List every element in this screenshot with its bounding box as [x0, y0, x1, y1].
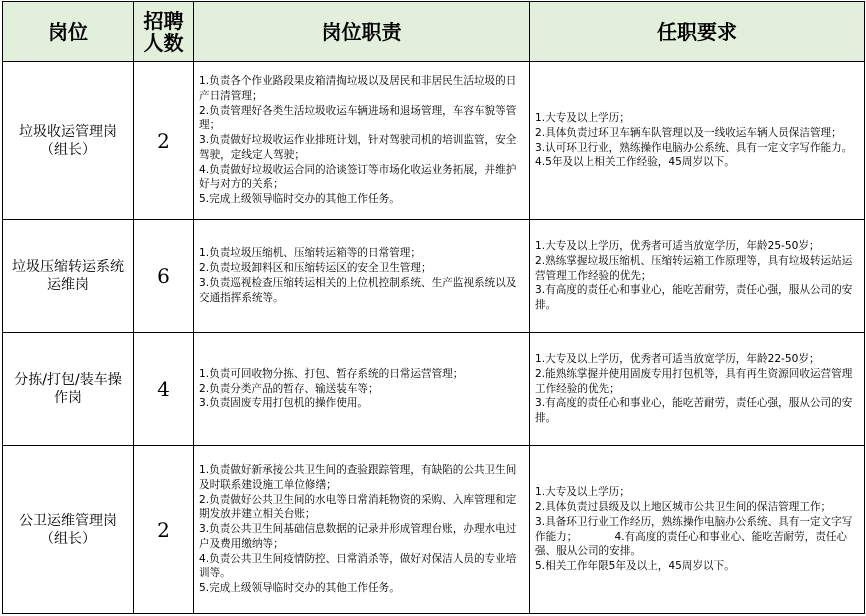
duty-item: 3.负责固废专用打包机的操作使用。	[199, 397, 369, 410]
position-cell: 分拣/打包/装车操 作岗	[3, 333, 134, 446]
requirement-item: 2.能熟练掌握并使用固废专用打包机等，具有再生资源回收运营管理工作经验的优先；	[535, 367, 853, 395]
duties-cell	[194, 333, 530, 446]
headcount-cell: 2	[134, 446, 194, 614]
duties-cell	[194, 446, 530, 614]
duty-item: 2.负责分类产品的暂存、输送装车等；	[199, 382, 379, 395]
requirement-item: 3.有高度的责任心和事业心，能吃苦耐劳，责任心强，服从公司的安排。	[535, 397, 853, 425]
requirement-item: 2.具体负责过环卫车辆车队管理以及一线收运车辆人员保洁管理；	[535, 126, 842, 139]
duty-item: 4.负责公共卫生间疫情防控、日常消杀等，做好对保洁人员的专业培训等。	[199, 552, 517, 580]
requirement-item: 2.具体负责过县级及以上地区城市公共卫生间的保洁管理工作；	[535, 500, 832, 513]
duty-item: 3.负责做好垃圾收运作业排班计划，针对驾驶司机的培训监管，安全驾驶，定线定人驾驶；	[199, 134, 517, 161]
duty-item: 1.负责各个作业路段果皮箱清掏垃圾以及居民和非居民生活垃圾的日产日清管理；	[199, 74, 517, 102]
duty-item: 3.负责巡视检查压缩转运相关的上位机控制系统、生产监视系统以及交通指挥系统等。	[199, 277, 517, 304]
recruitment-table	[2, 1, 865, 614]
requirement-item: 3.具备环卫行业工作经历，熟练操作电脑办公系统、具有一定文字写作能力； 4.有高度的责任心和事业心、能吃苦耐劳，责任心强、服从公司的安排。	[535, 515, 853, 558]
requirement-item: 5.相关工作年限5年及以上，45周岁以下。	[535, 560, 735, 573]
duty-item: 5.完成上级领导临时交办的其他工作任务。	[199, 193, 400, 206]
duty-item: 2.负责做好公共卫生间的水电等日常消耗物资的采购、入库管理和定期发放并建立相关台账；	[199, 493, 517, 521]
position-cell: 垃圾收运管理岗 （组长）	[3, 62, 134, 220]
requirements-cell	[530, 333, 865, 446]
headcount-cell: 6	[134, 220, 194, 333]
duties-cell	[194, 62, 530, 220]
table-row	[3, 220, 865, 333]
requirement-item: 3.认可环卫行业，熟练操作电脑办公系统、具有一定文字写作能力。	[535, 141, 853, 154]
duties-cell	[194, 220, 530, 333]
requirement-item: 1.大专及以上学历；	[535, 111, 630, 124]
duty-item: 1.负责可回收物分拣、打包、暂存系统的日常运营管理；	[199, 367, 464, 380]
table-row	[3, 333, 865, 446]
position-cell: 垃圾压缩转运系统 运维岗	[3, 220, 134, 333]
header-requirements: 任职要求	[530, 2, 865, 62]
table-row	[3, 62, 865, 220]
requirement-item: 1.大专及以上学历；	[535, 486, 630, 499]
header-duties: 岗位职责	[194, 2, 530, 62]
requirement-item: 3.有高度的责任心和事业心，能吃苦耐劳，责任心强，服从公司的安排。	[535, 284, 853, 312]
duty-item: 1.负责垃圾压缩机、压缩转运箱等的日常管理；	[199, 247, 421, 260]
requirement-item: 4.5年及以上相关工作经验，45周岁以下。	[535, 156, 735, 169]
requirements-cell	[530, 62, 865, 220]
duty-item: 2.负责管理好各类生活垃圾收运车辆进场和退场管理，车容车貌等管理；	[199, 104, 517, 132]
header-headcount: 招聘 人数	[134, 2, 194, 62]
requirements-cell	[530, 220, 865, 333]
header-row	[3, 2, 865, 62]
position-cell: 公卫运维管理岗 （组长）	[3, 446, 134, 614]
duty-item: 4.负责做好垃圾收运合同的洽谈签订等市场化收运业务拓展，并维护好与对方的关系；	[199, 163, 517, 191]
requirement-item: 1.大专及以上学历，优秀者可适当放宽学历，年龄25-50岁；	[535, 240, 820, 252]
headcount-cell: 2	[134, 62, 194, 220]
headcount-cell: 4	[134, 333, 194, 446]
duty-item: 1.负责做好新承接公共卫生间的查验跟踪管理，有缺陷的公共卫生间及时联系建设施工单位修缮；	[199, 463, 517, 491]
requirement-item: 2.熟练掌握垃圾压缩机、压缩转运箱工作原理等，具有垃圾转运站运营管理工作经验的优先；	[535, 254, 853, 282]
table-row	[3, 446, 865, 614]
duty-item: 3.负责公共卫生间基础信息数据的记录并形成管理台账，办理水电过户及费用缴纳等；	[199, 523, 517, 550]
duty-item: 2.负责垃圾卸料区和压缩转运区的安全卫生管理；	[199, 262, 432, 275]
requirement-item: 1.大专及以上学历，优秀者可适当放宽学历，年龄22-50岁；	[535, 353, 820, 365]
requirements-cell	[530, 446, 865, 614]
duty-item: 5.完成上级领导临时交办的其他工作任务。	[199, 582, 400, 595]
header-position: 岗位	[3, 2, 134, 62]
